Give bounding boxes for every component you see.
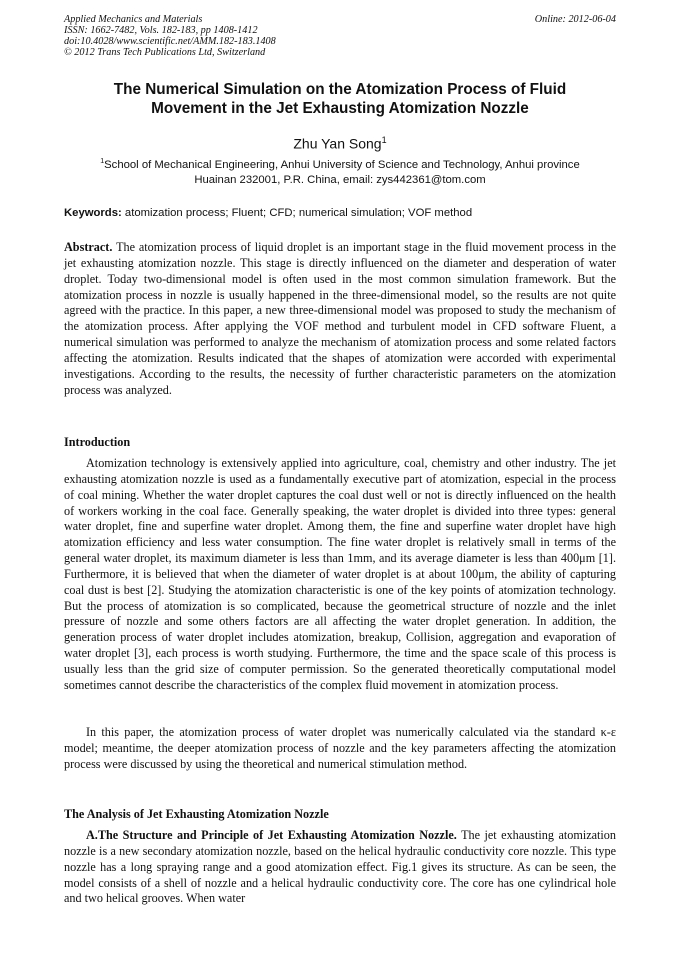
issn-line: ISSN: 1662-7482, Vols. 182-183, pp 1408-1412 (64, 25, 258, 36)
abstract-text: The atomization process of liquid droplet is an important stage in the fluid movement process in the jet exhausting atomization nozzle. This stage is directly influenced on the diameter and desperation of water droplet. Today two-dimensional model is often used in the most common simulation framework. But the atomization process in nozzle is usually happened in the three-dimensional model, so the results are not quite agreed with the practice. In this paper, a new three-dimensional model was proposed to study the mechanism of the atomization process. After applying the VOF method and turbulent model in CFD software Fluent, a numerical simulation was performed to analyze the mechanism of atomization process and some related factors affecting the atomization. Results indicated that the shapes of atomization were accorded with experimental investigations. According to the results, the necessity of further characteristic parameters on the atomization process was analyzed. (64, 240, 616, 397)
subsection-label: A.The Structure and Principle of Jet Exhausting Atomization Nozzle. (86, 828, 457, 842)
author (64, 131, 616, 153)
introduction-paragraph-1: Atomization technology is extensively applied into agriculture, coal, chemistry and other industry. The jet exhausting atomization nozzle is used as a fundamentally executive part of atomization, especial in the process of coal mining. Whether the water droplet captures the coal dust well or not is directly influenced on the health of workers working in the coal face. Generally speaking, the water droplet is divided into three types: general water droplet, fine and superfine water droplet. Among them, the fine and superfine water droplet have high atomization efficiency and less water consumption. The fine water droplet is relatively small in terms of the general water droplet, its maximum diameter is less than 1mm, and its average diameter is less than 400μm [1]. Furthermore, it is believed that when the diameter of water droplet is at about 100μm, the ability of capturing coal dust is best [2]. Studying the atomization characteristic is one of the key points of atomization technology. But the process of atomization is so complicated, because the geometrical structure of nozzle and the inlet pressure of nozzle and some others factors are all affecting the water droplet generation. In addition, the generation process of water droplet includes atomization, breakup, Collision, aggregation and evaporation of water droplet [3], each process is worth studying. Furthermore, the time and the space scale of this process is usually less than the grid size of computer permission. So the generated theoretically computational model sometimes cannot describe the characteristics of the complex fluid movement in atomization process. (64, 456, 616, 692)
affiliation-superscript: 1 (100, 158, 105, 165)
running-header (64, 14, 616, 58)
keywords-label: Keywords: (64, 207, 122, 219)
abstract-label: Abstract. (64, 240, 113, 254)
affiliation-line-1: School of Mechanical Engineering, Anhui University of Science and Technology, Anhui province (104, 158, 580, 171)
affiliation-line-2: Huainan 232001, P.R. China, email: zys442361@tom.com (194, 173, 486, 186)
introduction-paragraph-2: In this paper, the atomization process of water droplet was numerically calculated via the standard κ-ε model; meantime, the deeper atomization process of nozzle and the key parameters affecting the atomization process were discussed by using the theoretical and numerical stimulation method. (64, 725, 616, 771)
keywords-text: atomization process; Fluent; CFD; numerical simulation; VOF method (124, 207, 473, 219)
analysis-paragraph-1 (64, 828, 616, 907)
online-date: Online: 2012-06-04 (534, 14, 616, 25)
doi-line: doi:10.4028/www.scientific.net/AMM.182-183.1408 (64, 36, 276, 47)
section-heading-analysis: The Analysis of Jet Exhausting Atomization Nozzle (64, 807, 329, 821)
paper-title (64, 80, 616, 118)
journal-name: Applied Mechanics and Materials (64, 14, 203, 25)
author-superscript: 1 (381, 135, 387, 145)
title-line-1: The Numerical Simulation on the Atomization Process of Fluid (113, 81, 567, 98)
copyright-line: © 2012 Trans Tech Publications Ltd, Switzerland (64, 47, 266, 58)
affiliation (64, 154, 616, 188)
section-heading-introduction: Introduction (64, 435, 131, 449)
keywords (64, 206, 616, 221)
analysis-text: The jet exhausting atomization nozzle is a new secondary atomization nozzle, based on the helical hydraulic conductivity core nozzle. This type nozzle has a long spraying range and a good atomization effect. Fig.1 gives its structure. As can be seen, the model consists of a shell of nozzle and a helical hydraulic conductivity core. The core has one cylindrical hole and two helical grooves. When water (64, 828, 616, 906)
abstract (64, 240, 616, 398)
author-name: Zhu Yan Song (293, 135, 382, 152)
title-line-2: Movement in the Jet Exhausting Atomization Nozzle (151, 100, 529, 117)
